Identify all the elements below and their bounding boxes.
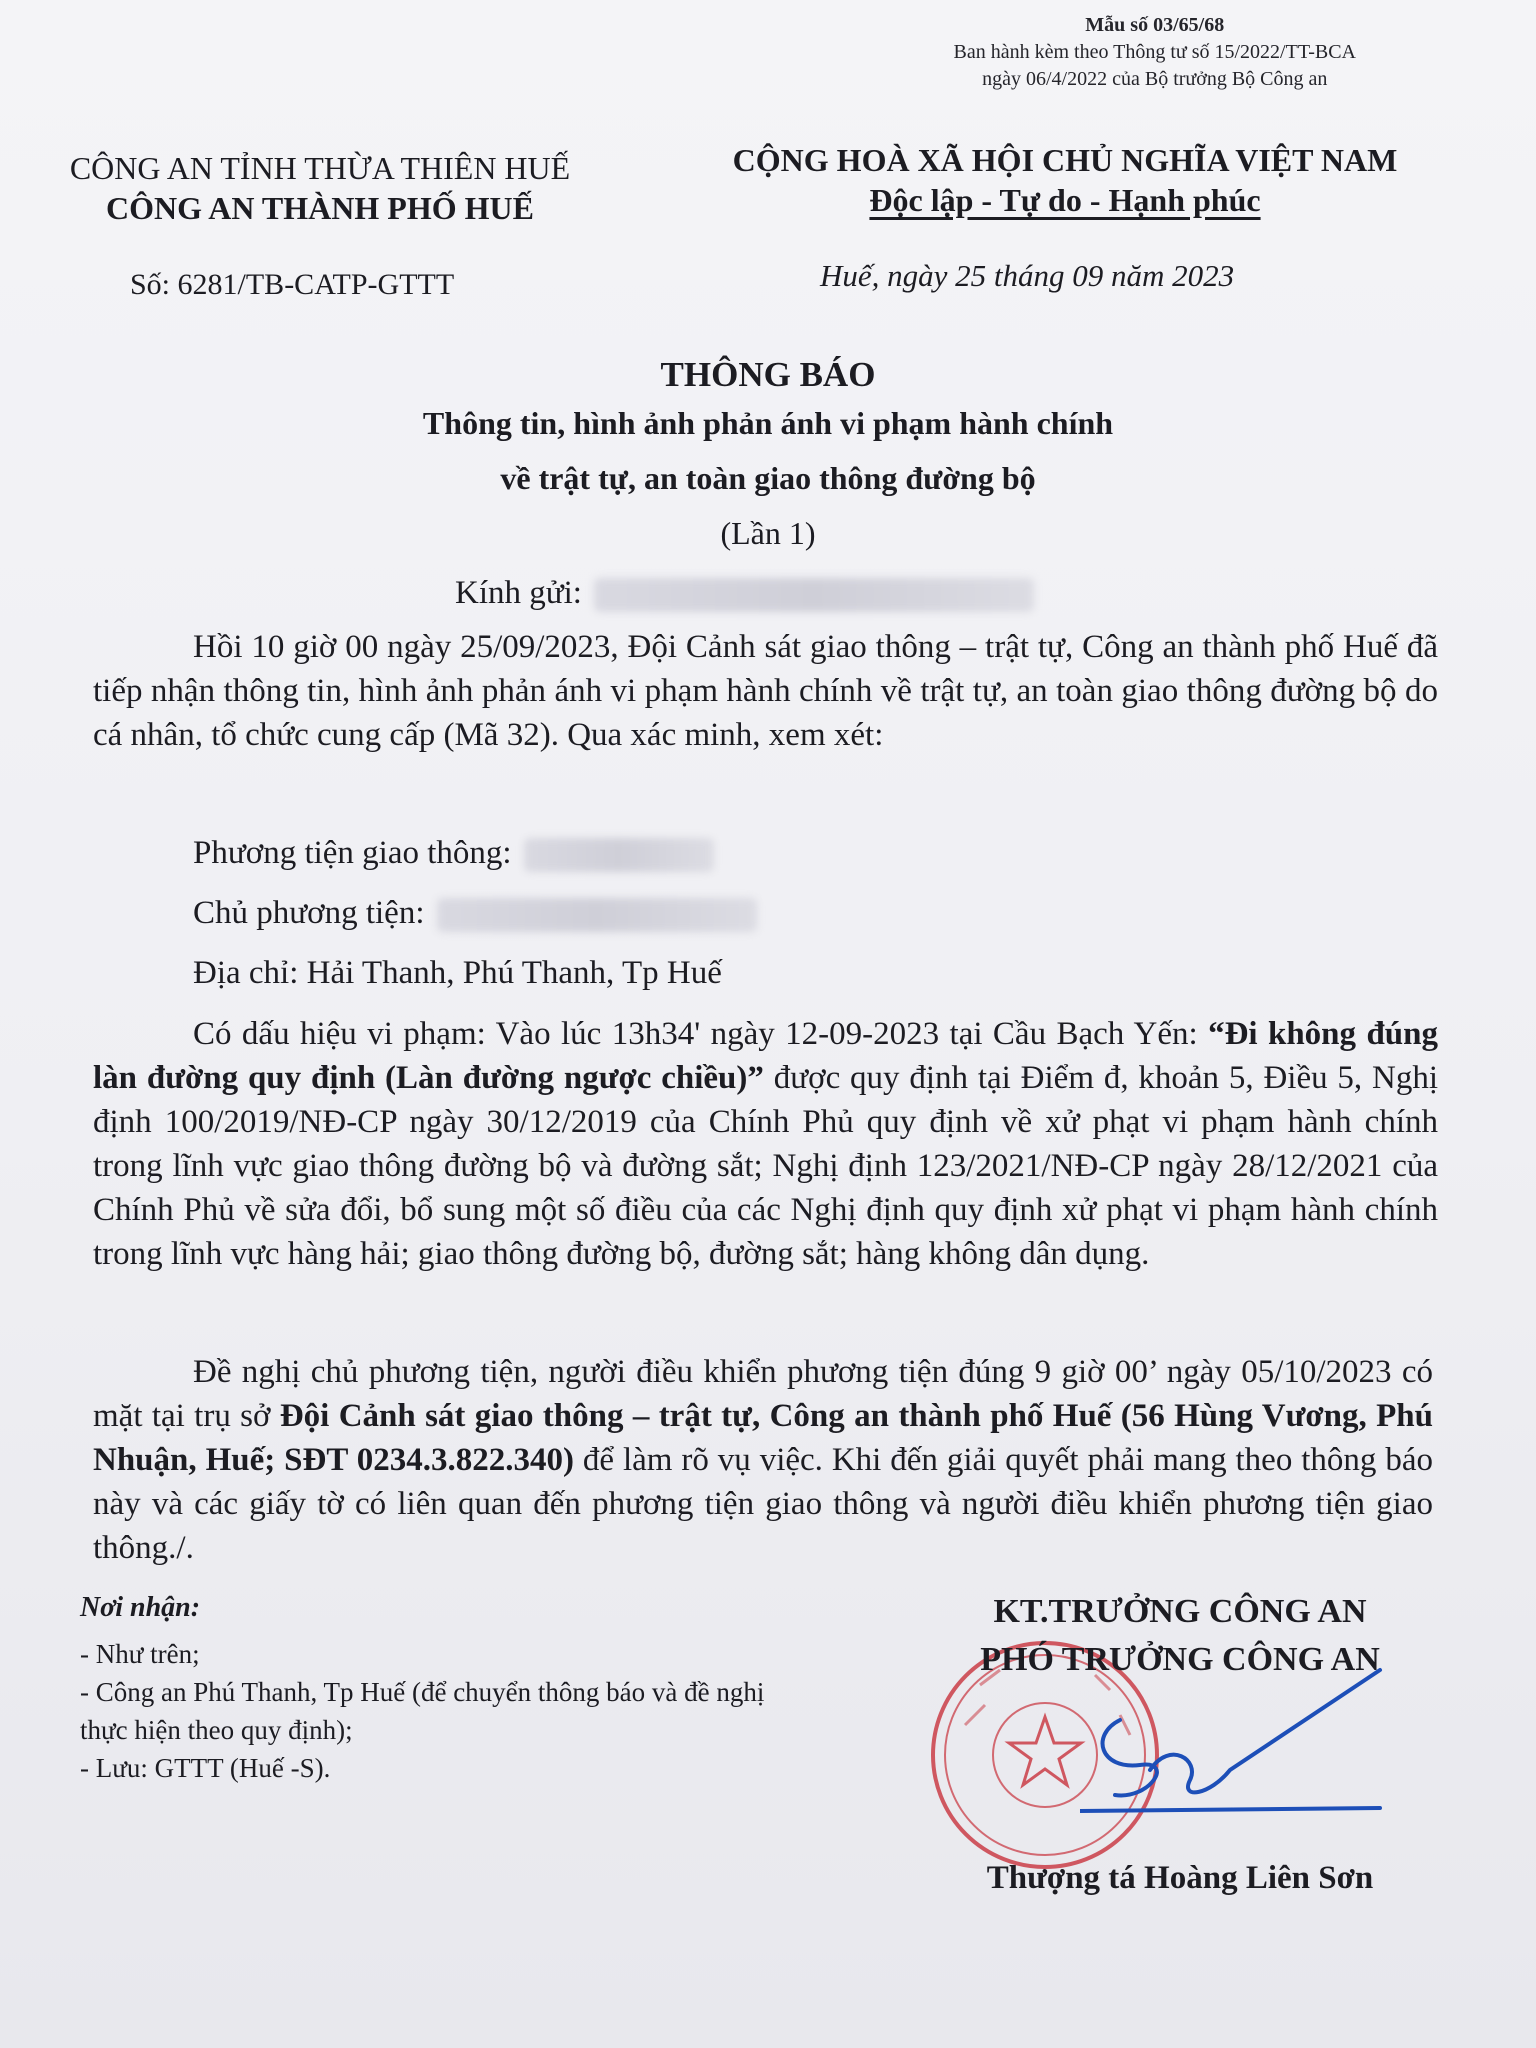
form-code: Mẫu số 03/65/68 [1085, 14, 1225, 36]
recipients-list [80, 1635, 800, 1787]
national-motto: Độc lập - Tự do - Hạnh phúc [869, 182, 1261, 218]
recipient-label: Kính gửi: [455, 575, 582, 611]
redacted-recipient [594, 578, 1034, 612]
request-text-2: để làm rõ vụ việc. Khi đến giải quyết phải mang theo thông báo này và các giấy tờ có liên quan đến phương tiện giao thông và người điều khiển phương tiện giao thông./. [93, 1442, 1434, 1566]
signer-name: Thượng tá Hoàng Liên Sơn [986, 1860, 1374, 1896]
document-subtitle-2: về trật tự, an toàn giao thông đường bộ [500, 460, 1036, 496]
recipient-line [455, 575, 1034, 612]
recipients-title: Nơi nhận: [80, 1592, 201, 1623]
document-subtitle-1: Thông tin, hình ảnh phản ánh vi phạm hành chính [422, 405, 1114, 441]
document-number: Số: 6281/TB-CATP-GTTT [130, 268, 455, 301]
issuing-agency [30, 148, 610, 228]
national-header [650, 140, 1480, 220]
redacted-plate [524, 838, 714, 872]
redacted-owner [437, 898, 757, 932]
vehicle-line [193, 835, 714, 872]
recipients-item: - Lưu: GTTT (Huế -S). [80, 1753, 331, 1783]
violation-legal-basis: được quy định tại Điểm đ, khoản 5, Điều 5, Nghị định 100/2019/NĐ-CP ngày 30/12/2019 của Chính Phủ quy định về xử phạt vi phạm hành chính trong lĩnh vực giao thông đường bộ và đường sắt; Nghị định 123/2021/NĐ-CP ngày 28/12/2021 của Chính Phủ về sửa đổi, bổ sung một số điều của các Nghị định quy định xử phạt vi phạm hành chính trong lĩnh vực hàng hải; giao thông đường bộ, đường sắt; hàng không dân dụng. [93, 1060, 1439, 1272]
violation-description: “Đi không đúng làn đường quy định (Làn đường ngược chiều)” [93, 1016, 1439, 1096]
signer-authority: KT.TRƯỞNG CÔNG AN [993, 1593, 1367, 1630]
office-address: Đội Cảnh sát giao thông – trật tự, Công an thành phố Huế (56 Hùng Vương, Phú Nhuận, Huế; SĐT 0234.3.822.340) [93, 1398, 1433, 1478]
place-date: Huế, ngày 25 tháng 09 năm 2023 [820, 258, 1235, 293]
signer-title: PHÓ TRƯỞNG CÔNG AN [980, 1641, 1380, 1678]
address-line: Địa chỉ: Hải Thanh, Phú Thanh, Tp Huế [193, 955, 722, 991]
owner-line [193, 895, 757, 932]
recipients-item: - Công an Phú Thanh, Tp Huế (để chuyển thông báo và đề nghị thực hiện theo quy định); [80, 1677, 765, 1745]
intro-paragraph: Hồi 10 giờ 00 ngày 25/09/2023, Đội Cảnh sát giao thông – trật tự, Công an thành phố Huế đã tiếp nhận thông tin, hình ảnh phản ánh vi phạm hành chính về trật tự, an toàn giao thông đường bộ do cá nhân, tổ chức cung cấp (Mã 32). Qua xác minh, xem xét: [93, 629, 1438, 753]
recipients-item: - Như trên; [80, 1639, 200, 1669]
vehicle-label: Phương tiện giao thông: [193, 835, 512, 871]
form-ref-line2: ngày 06/4/2022 của Bộ trưởng Bộ Công an [982, 68, 1328, 90]
request-paragraph [93, 1350, 1433, 1570]
violation-intro: Có dấu hiệu vi phạm: Vào lúc 13h34' ngày 12-09-2023 tại Cầu Bạch Yến: [193, 1016, 1198, 1052]
request-text-1: Đề nghị chủ phương tiện, người điều khiển phương tiện đúng 9 giờ 00’ ngày 05/10/2023 có mặt tại trụ sở [93, 1354, 1433, 1434]
agency-parent: CÔNG AN TỈNH THỪA THIÊN HUẾ [69, 150, 571, 186]
owner-label: Chủ phương tiện: [193, 895, 425, 931]
form-ref-line1: Ban hành kèm theo Thông tư số 15/2022/TT-BCA [953, 41, 1356, 63]
form-reference [954, 12, 1357, 93]
violation-paragraph [93, 1012, 1438, 1276]
national-title: CỘNG HOÀ XÃ HỘI CHỦ NGHĨA VIỆT NAM [732, 142, 1398, 178]
agency-name: CÔNG AN THÀNH PHỐ HUẾ [106, 190, 534, 226]
handwritten-signature [1080, 1660, 1400, 1830]
document-title: THÔNG BÁO [660, 355, 876, 394]
document-issue-number: (Lần 1) [720, 515, 816, 551]
